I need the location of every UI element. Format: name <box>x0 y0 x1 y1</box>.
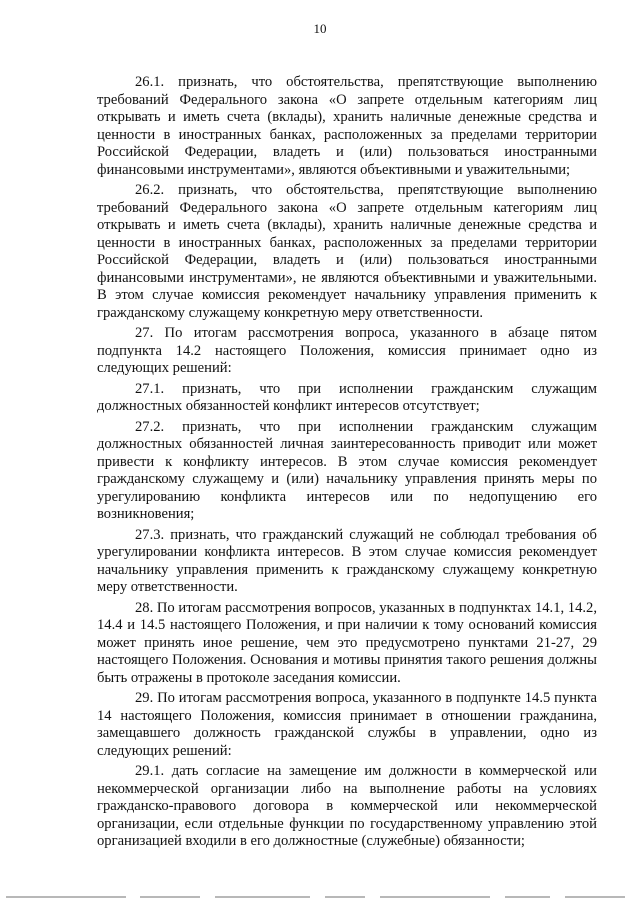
page-number: 10 <box>313 21 327 36</box>
paragraph-28: 28. По итогам рассмотрения вопросов, указанных в подпунктах 14.1, 14.2, 14.4 и 14.5 настоящего Положения, и при наличии к тому оснований комиссия может принять иное решение, чем это предусмотрено пунктами 21-27, 29 настоящего Положения. Основания и мотивы принятия такого решения должны быть отражены в протоколе заседания комиссии. <box>97 599 597 686</box>
paragraph-27-2: 27.2. признать, что при исполнении гражданским служащим должностных обязанностей личная заинтересованность приводит или может привести к конфликту интересов. В этом случае комиссия рекомендует гражданскому служащему и (или) начальнику управления принять меры по урегулированию конфликта интересов или по недопущению его возникновения; <box>97 418 597 522</box>
paragraph-26-2: 26.2. признать, что обстоятельства, препятствующие выполнению требований Федерального закона «О запрете отдельным категориям лиц открывать и иметь счета (вклады), хранить наличные денежные средства и ценности в иностранных банках, расположенных за пределами территории Российской Федерации, владеть и (или) пользоваться иностранными финансовыми инструментами», не являются объективными и уважительными. В этом случае комиссия рекомендует начальнику управления применить к гражданскому служащему конкретную меру ответственности. <box>97 182 597 321</box>
paragraph-27: 27. По итогам рассмотрения вопроса, указанного в абзаце пятом подпункта 14.2 настоящего Положения, комиссия принимает одно из следующих решений: <box>97 325 597 376</box>
paragraph-29-1: 29.1. дать согласие на замещение им должности в коммерческой или некоммерческой организации либо на выполнение работы на условиях гражданско-правового договора в коммерческой или некоммерческой организации, если отдельные функции по государственному управлению этой организацией входили в его должностные (служебные) обязанности; <box>97 763 597 849</box>
paragraph-27-1: 27.1. признать, что при исполнении гражданским служащим должностных обязанностей конфликт интересов отсутствует; <box>97 380 597 414</box>
scan-artifact-strip <box>0 893 640 901</box>
paragraph-26-1: 26.1. признать, что обстоятельства, препятствующие выполнению требований Федерального закона «О запрете отдельным категориям лиц открывать и иметь счета (вклады), хранить наличные денежные средства и ценности в иностранных банках, расположенных за пределами территории Российской Федерации, владеть и (или) пользоваться иностранными финансовыми инструментами», являются объективными и уважительными; <box>97 74 597 178</box>
paragraph-29: 29. По итогам рассмотрения вопроса, указанного в подпункте 14.5 пункта 14 настоящего Положения, комиссия принимает в отношении гражданина, замещавшего должность гражданской службы в управлении, одно из следующих решений: <box>97 690 597 759</box>
paragraph-27-3: 27.3. признать, что гражданский служащий не соблюдал требования об урегулировании конфликта интересов. В этом случае комиссия рекомендует начальнику управления применить к гражданскому служащему конкретную меру ответственности. <box>97 526 597 595</box>
document-body <box>97 74 597 854</box>
